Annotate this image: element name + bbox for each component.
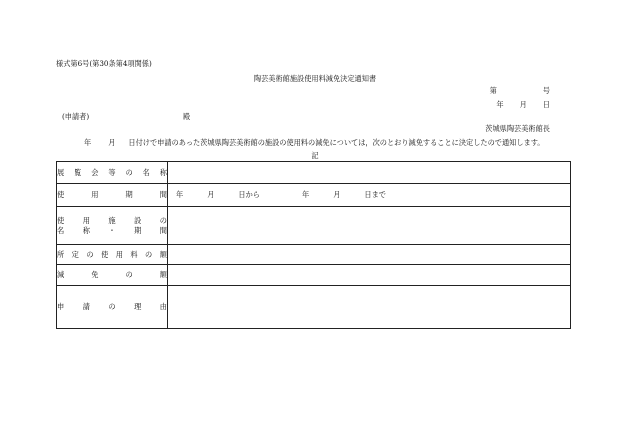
row-label [57,184,168,207]
label-char: 設 [134,215,142,225]
standard-fee-field[interactable] [168,245,571,265]
applicant-honorific: 殿 [183,112,191,121]
label-char: 展 [57,167,65,177]
label-char: 所 [57,249,65,259]
issuer-name: 茨城県陶芸美術館長 [485,124,550,133]
period-to-year: 年 [301,190,310,199]
facility-name-period-field[interactable] [168,207,571,245]
label-char: 称 [159,167,167,177]
label-char: 期 [134,225,142,235]
row-label [57,245,168,265]
period-from-year: 年 [176,190,184,199]
number-suffix: 号 [542,86,550,95]
label-char: の [125,167,133,177]
period-to-month: 月 [333,190,341,199]
label-char: 名 [142,167,150,177]
label-char: の [86,249,94,259]
label-line [57,168,167,178]
label-char: の [108,302,116,312]
label-line [57,302,167,312]
row-label [57,162,168,184]
label-char: 使 [57,190,65,200]
label-line [57,216,167,226]
table-row [57,184,571,207]
label-char: 額 [159,249,167,259]
label-char: 減 [57,270,65,280]
usage-period-field[interactable] [168,184,571,207]
row-label [57,286,168,329]
issue-date-line [496,101,550,108]
label-char: 用 [82,215,90,225]
label-char: 料 [130,249,138,259]
exemption-amount-field[interactable] [168,265,571,286]
body-month: 月 [108,138,116,147]
label-line [57,190,167,200]
date-year: 年 [496,100,504,109]
label-char: 間 [159,225,167,235]
label-char: 会 [91,167,99,177]
period-from-day: 日から [238,190,260,199]
label-char: の [159,215,167,225]
body-year: 年 [84,138,92,147]
period-to-day: 日まで [364,190,386,199]
table-row [57,162,571,184]
document-number-line [490,87,550,94]
body-text: 日付けで申請のあった茨城県陶芸美術館の施設の使用料の減免については，次のとおり減免することに決定したので通知します。 [128,138,545,147]
label-char: 由 [159,302,167,312]
number-prefix: 第 [489,86,497,95]
row-label [57,207,168,245]
document-title: 陶芸美術館施設使用料減免決定通知書 [253,74,377,83]
label-char: 施 [108,215,116,225]
period-from-month: 月 [207,190,215,199]
table-row [57,245,571,265]
application-reason-field[interactable] [168,286,571,329]
label-char: 使 [101,249,109,259]
label-char: 等 [108,167,116,177]
form-number: 様式第6号(第30条第4項関係) [56,59,152,68]
details-table [56,161,571,329]
label-char: 申 [57,302,65,312]
label-char: の [145,249,153,259]
label-char: 用 [115,249,123,259]
label-char: 称 [82,225,90,235]
label-char: 免 [91,270,99,280]
label-char: 請 [82,302,90,312]
label-char: 使 [57,215,65,225]
label-char: 期 [125,190,133,200]
table-row [57,286,571,329]
label-char: 定 [71,249,79,259]
label-char: 間 [159,190,167,200]
ki-mark: 記 [311,151,319,160]
table-row [57,265,571,286]
label-char: 覧 [74,167,82,177]
label-char: 理 [134,302,142,312]
label-char: の [125,270,133,280]
label-line [57,270,167,280]
date-month: 月 [519,100,527,109]
table-row [57,207,571,245]
label-line [57,250,167,260]
label-char: 用 [91,190,99,200]
row-label [57,265,168,286]
label-line [57,226,167,236]
notice-body [84,139,545,146]
exhibition-name-field[interactable] [168,162,571,184]
date-day: 日 [542,100,550,109]
label-char: 名 [57,225,65,235]
label-char: 額 [159,270,167,280]
applicant-label: (申請者) [62,112,90,121]
label-char: ・ [108,225,116,235]
